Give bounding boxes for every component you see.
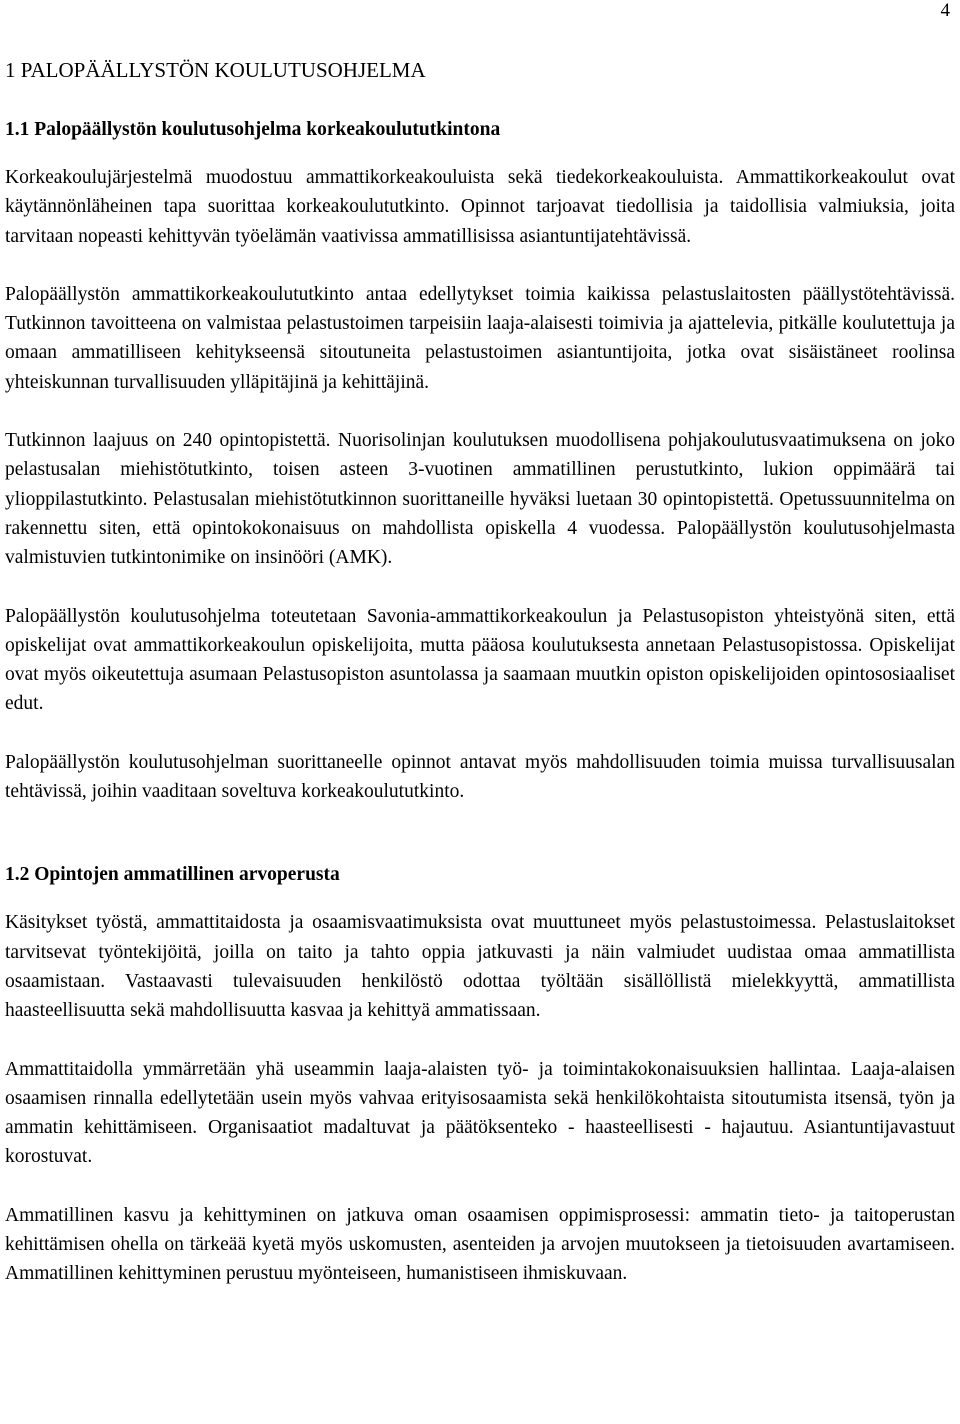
- paragraph: Korkeakoulujärjestelmä muodostuu ammattikorkeakouluista sekä tiedekorkeakouluista. Ammattikorkeakoulut ovat käytännönläheinen tapa suorittaa korkeakoulututkinto. Opinnot tarjoavat tiedollisia ja taidollisia valmiuksia, joita tarvitaan nopeasti kehittyvän työelämän vaativissa ammatillisissa asiantuntijatehtävissä.: [5, 167, 955, 247]
- document-body: [5, 55, 955, 1289]
- paragraph: Tutkinnon laajuus on 240 opintopistettä. Nuorisolinjan koulutuksen muodollisena pohjakoulutusvaatimuksena on joko pelastusalan miehistötutkinto, toisen asteen 3-vuotinen ammatillinen perustutkinto, lukion oppimäärä tai ylioppilastutkinto. Pelastusalan miehistötutkinnon suorittaneille hyväksi luetaan 30 opintopistettä. Opetussuunnitelma on rakennettu siten, että opintokokonaisuus on mahdollista opiskella 4 vuodessa. Palopäällystön koulutusohjelmasta valmistuvien tutkintonimike on insinööri (AMK).: [5, 430, 955, 569]
- paragraph: Palopäällystön koulutusohjelma toteutetaan Savonia-ammattikorkeakoulun ja Pelastusopiston yhteistyönä siten, että opiskelijat ovat ammattikorkeakoulun opiskelijoita, mutta pääosa koulutuksesta annetaan Pelastusopistossa. Opiskelijat ovat myös oikeutettuja asumaan Pelastusopiston asuntolassa ja saamaan muutkin opiston opiskelijoiden opintososiaaliset edut.: [5, 605, 955, 715]
- section-heading-1-1: 1.1 Palopäällystön koulutusohjelma korkeakoulututkintona: [5, 119, 501, 140]
- paragraph: Käsitykset työstä, ammattitaidosta ja osaamisvaatimuksista ovat muuttuneet myös pelastustoimessa. Pelastuslaitokset tarvitsevat työntekijöitä, joilla on taito ja tahto oppia jatkuvasti ja näin valmiudet uudistaa omaa ammatillista osaamistaan. Vastaavasti tulevaisuuden henkilöstö odottaa työltään sisällöllistä mielekkyyttä, ammatillista haasteellisuutta sekä mahdollisuutta kasvaa ja kehittyä ammatissaan.: [5, 912, 955, 1022]
- paragraph: Palopäällystön koulutusohjelman suorittaneelle opinnot antavat myös mahdollisuuden toimia muissa turvallisuusalan tehtävissä, joihin vaaditaan soveltuva korkeakoulututkinto.: [5, 751, 955, 803]
- paragraph: Palopäällystön ammattikorkeakoulututkinto antaa edellytykset toimia kaikissa pelastuslaitosten päällystötehtävissä. Tutkinnon tavoitteena on valmistaa pelastustoimen tarpeisiin laaja-alaisesti toimivia ja ajattelevia, pitkälle koulutettuja ja omaan ammatilliseen kehitykseensä sitoutuneita pelastustoimen asiantuntijoita, jotka ovat sisäistäneet roolinsa yhteiskunnan turvallisuuden ylläpitäjinä ja kehittäjinä.: [5, 283, 955, 393]
- section-heading-1-2: 1.2 Opintojen ammatillinen arvoperusta: [5, 864, 340, 886]
- chapter-heading: 1 PALOPÄÄLLYSTÖN KOULUTUSOHJELMA: [5, 58, 426, 82]
- paragraph: Ammattitaidolla ymmärretään yhä useammin laaja-alaisten työ- ja toimintakokonaisuuksien hallintaa. Laaja-alaisen osaamisen rinnalla edellytetään usein myös vahvaa erityisosaamista sekä henkilökohtaista sitoutumista itsensä, työn ja ammatin kehittämiseen. Organisaatiot madaltuvat ja päätöksenteko - haasteellisesti - hajautuu. Asiantuntijavastuut korostuvat.: [5, 1058, 955, 1168]
- paragraph: Ammatillinen kasvu ja kehittyminen on jatkuva oman osaamisen oppimisprosessi: ammatin tieto- ja taitoperustan kehittämisen ohella on tärkeää kyetä myös uskomusten, asenteiden ja arvojen muutokseen ja tietoisuuden avartamiseen. Ammatillinen kehittyminen perustuu myönteiseen, humanistiseen ihmiskuvaan.: [5, 1204, 955, 1285]
- page-number: 4: [940, 0, 950, 21]
